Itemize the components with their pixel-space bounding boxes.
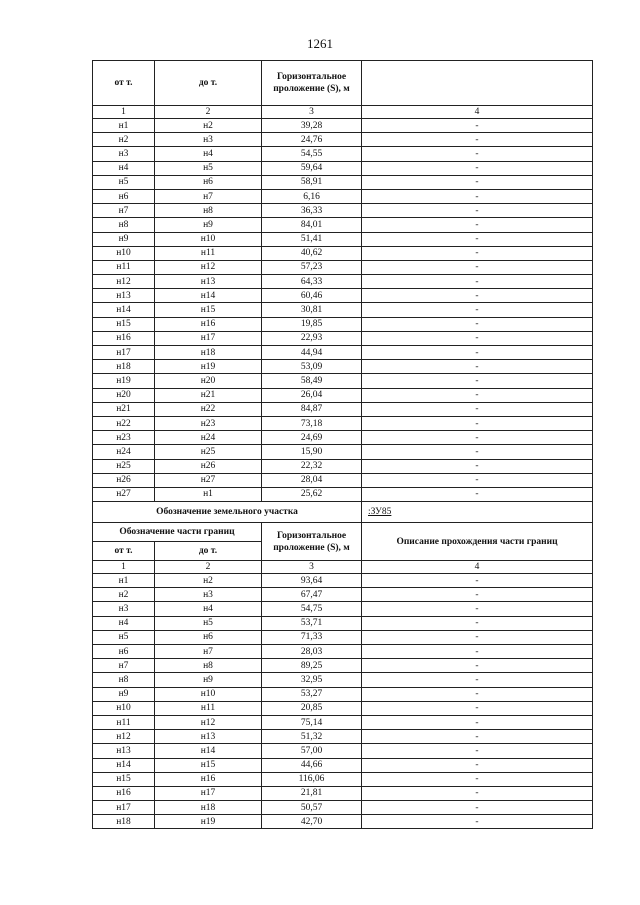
- length-value: 89,25: [262, 659, 362, 673]
- from-point: н6: [93, 645, 155, 659]
- description: -: [362, 175, 593, 189]
- table-row: [93, 175, 593, 189]
- length-value: 60,46: [262, 289, 362, 303]
- length-value: 25,62: [262, 487, 362, 501]
- from-point: н25: [93, 459, 155, 473]
- description: -: [362, 416, 593, 430]
- column-number: 1: [93, 561, 155, 574]
- from-point: н7: [93, 204, 155, 218]
- from-point: н20: [93, 388, 155, 402]
- table-row: [93, 588, 593, 602]
- from-point-header: от т.: [93, 542, 155, 561]
- table-row: [93, 772, 593, 786]
- from-point: н27: [93, 487, 155, 501]
- length-value: 28,03: [262, 645, 362, 659]
- from-point: н8: [93, 218, 155, 232]
- to-point: н6: [155, 175, 262, 189]
- length-value: 58,91: [262, 175, 362, 189]
- page-number: 1261: [307, 36, 333, 51]
- to-point: н22: [155, 402, 262, 416]
- from-point: н8: [93, 673, 155, 687]
- column-number: 2: [155, 561, 262, 574]
- to-point: н14: [155, 744, 262, 758]
- length-value: 21,81: [262, 786, 362, 800]
- to-point: н12: [155, 715, 262, 729]
- description: -: [362, 487, 593, 501]
- length-value: 51,41: [262, 232, 362, 246]
- length-value: 20,85: [262, 701, 362, 715]
- length-value: 93,64: [262, 574, 362, 588]
- to-point: н12: [155, 260, 262, 274]
- to-point: н6: [155, 630, 262, 644]
- boundary-table: [92, 60, 593, 829]
- length-value: 116,06: [262, 772, 362, 786]
- from-point: н22: [93, 416, 155, 430]
- description: -: [362, 161, 593, 175]
- description: -: [362, 616, 593, 630]
- to-point: н11: [155, 701, 262, 715]
- length-value: 44,66: [262, 758, 362, 772]
- length-value: 24,76: [262, 133, 362, 147]
- table-row: [93, 161, 593, 175]
- to-point: н2: [155, 119, 262, 133]
- length-value: 24,69: [262, 431, 362, 445]
- from-point: н5: [93, 175, 155, 189]
- from-point: н11: [93, 715, 155, 729]
- length-value: 67,47: [262, 588, 362, 602]
- from-point: н26: [93, 473, 155, 487]
- length-header: Горизонтальное проложение (S), м: [262, 523, 362, 561]
- from-point: н14: [93, 758, 155, 772]
- description: -: [362, 473, 593, 487]
- to-point: н8: [155, 659, 262, 673]
- table-row: [93, 459, 593, 473]
- to-point: н19: [155, 815, 262, 829]
- table-row: [93, 630, 593, 644]
- table-row: [93, 303, 593, 317]
- table-row: [93, 388, 593, 402]
- description: -: [362, 317, 593, 331]
- description: -: [362, 303, 593, 317]
- from-point: н11: [93, 260, 155, 274]
- table-row: [93, 786, 593, 800]
- to-point: н13: [155, 730, 262, 744]
- description: -: [362, 346, 593, 360]
- description: -: [362, 786, 593, 800]
- length-value: 53,71: [262, 616, 362, 630]
- to-point: н14: [155, 289, 262, 303]
- table2-header-row: [93, 523, 593, 542]
- from-point: н19: [93, 374, 155, 388]
- length-value: 59,64: [262, 161, 362, 175]
- from-point: н13: [93, 289, 155, 303]
- table-row: [93, 147, 593, 161]
- description: -: [362, 730, 593, 744]
- column-number: 3: [262, 561, 362, 574]
- from-point: н18: [93, 360, 155, 374]
- length-value: 39,28: [262, 119, 362, 133]
- table-row: [93, 659, 593, 673]
- length-value: 71,33: [262, 630, 362, 644]
- to-point: н25: [155, 445, 262, 459]
- to-point: н18: [155, 801, 262, 815]
- description: -: [362, 687, 593, 701]
- to-point-header: до т.: [155, 542, 262, 561]
- description: -: [362, 246, 593, 260]
- length-value: 57,23: [262, 260, 362, 274]
- to-point: н24: [155, 431, 262, 445]
- to-point: н7: [155, 645, 262, 659]
- table-row: [93, 360, 593, 374]
- description: -: [362, 815, 593, 829]
- description: -: [362, 459, 593, 473]
- table-row: [93, 218, 593, 232]
- from-point: н12: [93, 730, 155, 744]
- description: -: [362, 701, 593, 715]
- table-row: [93, 445, 593, 459]
- description: -: [362, 133, 593, 147]
- to-point-header: до т.: [155, 61, 262, 106]
- description: -: [362, 630, 593, 644]
- parcel-label: Обозначение земельного участка: [93, 502, 362, 523]
- from-point: н1: [93, 119, 155, 133]
- table-row: [93, 473, 593, 487]
- length-value: 6,16: [262, 189, 362, 203]
- description: -: [362, 772, 593, 786]
- description: -: [362, 758, 593, 772]
- table-row: [93, 246, 593, 260]
- description: -: [362, 232, 593, 246]
- length-value: 42,70: [262, 815, 362, 829]
- to-point: н9: [155, 673, 262, 687]
- table-row: [93, 673, 593, 687]
- length-value: 28,04: [262, 473, 362, 487]
- from-point: н6: [93, 189, 155, 203]
- to-point: н1: [155, 487, 262, 501]
- from-point: н23: [93, 431, 155, 445]
- description: -: [362, 189, 593, 203]
- to-point: н23: [155, 416, 262, 430]
- to-point: н26: [155, 459, 262, 473]
- from-point: н17: [93, 801, 155, 815]
- to-point: н16: [155, 772, 262, 786]
- table-row: [93, 574, 593, 588]
- to-point: н10: [155, 687, 262, 701]
- from-point: н12: [93, 275, 155, 289]
- to-point: н20: [155, 374, 262, 388]
- description: -: [362, 147, 593, 161]
- description: -: [362, 445, 593, 459]
- parcel-value: :ЗУ85: [362, 502, 593, 523]
- table-row: [93, 730, 593, 744]
- table-row: [93, 204, 593, 218]
- description: -: [362, 602, 593, 616]
- from-point: н10: [93, 701, 155, 715]
- table-row: [93, 715, 593, 729]
- table-row: [93, 374, 593, 388]
- to-point: н17: [155, 786, 262, 800]
- table-row: [93, 331, 593, 345]
- length-value: 40,62: [262, 246, 362, 260]
- table-row: [93, 744, 593, 758]
- table-row: [93, 346, 593, 360]
- to-point: н4: [155, 147, 262, 161]
- description: -: [362, 289, 593, 303]
- length-value: 15,90: [262, 445, 362, 459]
- description: -: [362, 645, 593, 659]
- from-point: н18: [93, 815, 155, 829]
- to-point: н5: [155, 161, 262, 175]
- from-point: н4: [93, 161, 155, 175]
- description: -: [362, 119, 593, 133]
- to-point: н15: [155, 303, 262, 317]
- length-value: 22,32: [262, 459, 362, 473]
- parcel-row: [93, 502, 593, 523]
- length-value: 53,09: [262, 360, 362, 374]
- table-row: [93, 260, 593, 274]
- description: -: [362, 659, 593, 673]
- length-value: 53,27: [262, 687, 362, 701]
- table-row: [93, 645, 593, 659]
- length-value: 44,94: [262, 346, 362, 360]
- from-point: н13: [93, 744, 155, 758]
- length-value: 75,14: [262, 715, 362, 729]
- to-point: н21: [155, 388, 262, 402]
- column-number: 1: [93, 106, 155, 119]
- to-point: н3: [155, 133, 262, 147]
- table2-column-numbers: [93, 561, 593, 574]
- table-row: [93, 119, 593, 133]
- table-row: [93, 801, 593, 815]
- to-point: н5: [155, 616, 262, 630]
- column-number: 3: [262, 106, 362, 119]
- length-value: 64,33: [262, 275, 362, 289]
- table-row: [93, 815, 593, 829]
- to-point: н9: [155, 218, 262, 232]
- length-value: 54,75: [262, 602, 362, 616]
- table-row: [93, 701, 593, 715]
- from-point: н2: [93, 133, 155, 147]
- description: -: [362, 574, 593, 588]
- to-point: н27: [155, 473, 262, 487]
- to-point: н11: [155, 246, 262, 260]
- to-point: н13: [155, 275, 262, 289]
- length-value: 73,18: [262, 416, 362, 430]
- to-point: н3: [155, 588, 262, 602]
- from-point: н14: [93, 303, 155, 317]
- description: -: [362, 715, 593, 729]
- from-point: н1: [93, 574, 155, 588]
- table-row: [93, 758, 593, 772]
- table-row: [93, 232, 593, 246]
- length-value: 26,04: [262, 388, 362, 402]
- description: -: [362, 218, 593, 232]
- description-header: [362, 61, 593, 106]
- table1-column-numbers: [93, 106, 593, 119]
- table-row: [93, 275, 593, 289]
- length-value: 50,57: [262, 801, 362, 815]
- from-point: н16: [93, 786, 155, 800]
- from-point: н3: [93, 602, 155, 616]
- from-point: н9: [93, 687, 155, 701]
- from-point: н3: [93, 147, 155, 161]
- table-row: [93, 416, 593, 430]
- table-row: [93, 402, 593, 416]
- column-number: 4: [362, 106, 593, 119]
- to-point: н7: [155, 189, 262, 203]
- from-point: н2: [93, 588, 155, 602]
- to-point: н17: [155, 331, 262, 345]
- from-point: н5: [93, 630, 155, 644]
- from-point: н16: [93, 331, 155, 345]
- boundary-table-body: [93, 61, 593, 829]
- description: -: [362, 388, 593, 402]
- table-row: [93, 289, 593, 303]
- from-point: н10: [93, 246, 155, 260]
- to-point: н2: [155, 574, 262, 588]
- description: -: [362, 431, 593, 445]
- table-row: [93, 317, 593, 331]
- length-value: 19,85: [262, 317, 362, 331]
- length-value: 30,81: [262, 303, 362, 317]
- description: -: [362, 801, 593, 815]
- length-value: 84,01: [262, 218, 362, 232]
- description: -: [362, 204, 593, 218]
- to-point: н8: [155, 204, 262, 218]
- description: -: [362, 331, 593, 345]
- length-value: 84,87: [262, 402, 362, 416]
- column-number: 2: [155, 106, 262, 119]
- description: -: [362, 360, 593, 374]
- description: -: [362, 374, 593, 388]
- from-point: н9: [93, 232, 155, 246]
- table-row: [93, 602, 593, 616]
- length-value: 36,33: [262, 204, 362, 218]
- from-point: н4: [93, 616, 155, 630]
- boundary-part-header: Обозначение части границ: [93, 523, 262, 542]
- from-point: н24: [93, 445, 155, 459]
- length-value: 54,55: [262, 147, 362, 161]
- table-row: [93, 616, 593, 630]
- description: -: [362, 260, 593, 274]
- table-row: [93, 189, 593, 203]
- description: -: [362, 402, 593, 416]
- from-point: н21: [93, 402, 155, 416]
- to-point: н10: [155, 232, 262, 246]
- length-value: 51,32: [262, 730, 362, 744]
- to-point: н4: [155, 602, 262, 616]
- from-point-header: от т.: [93, 61, 155, 106]
- table-row: [93, 431, 593, 445]
- from-point: н7: [93, 659, 155, 673]
- table1-header-row: [93, 61, 593, 106]
- description: -: [362, 744, 593, 758]
- table-row: [93, 133, 593, 147]
- column-number: 4: [362, 561, 593, 574]
- description: -: [362, 588, 593, 602]
- table-row: [93, 687, 593, 701]
- description: -: [362, 673, 593, 687]
- length-value: 57,00: [262, 744, 362, 758]
- to-point: н19: [155, 360, 262, 374]
- from-point: н15: [93, 317, 155, 331]
- from-point: н17: [93, 346, 155, 360]
- length-value: 58,49: [262, 374, 362, 388]
- length-header: Горизонтальное проложение (S), м: [262, 61, 362, 106]
- table-row: [93, 487, 593, 501]
- to-point: н15: [155, 758, 262, 772]
- description-header: Описание прохождения части границ: [362, 523, 593, 561]
- length-value: 32,95: [262, 673, 362, 687]
- to-point: н16: [155, 317, 262, 331]
- length-value: 22,93: [262, 331, 362, 345]
- description: -: [362, 275, 593, 289]
- from-point: н15: [93, 772, 155, 786]
- to-point: н18: [155, 346, 262, 360]
